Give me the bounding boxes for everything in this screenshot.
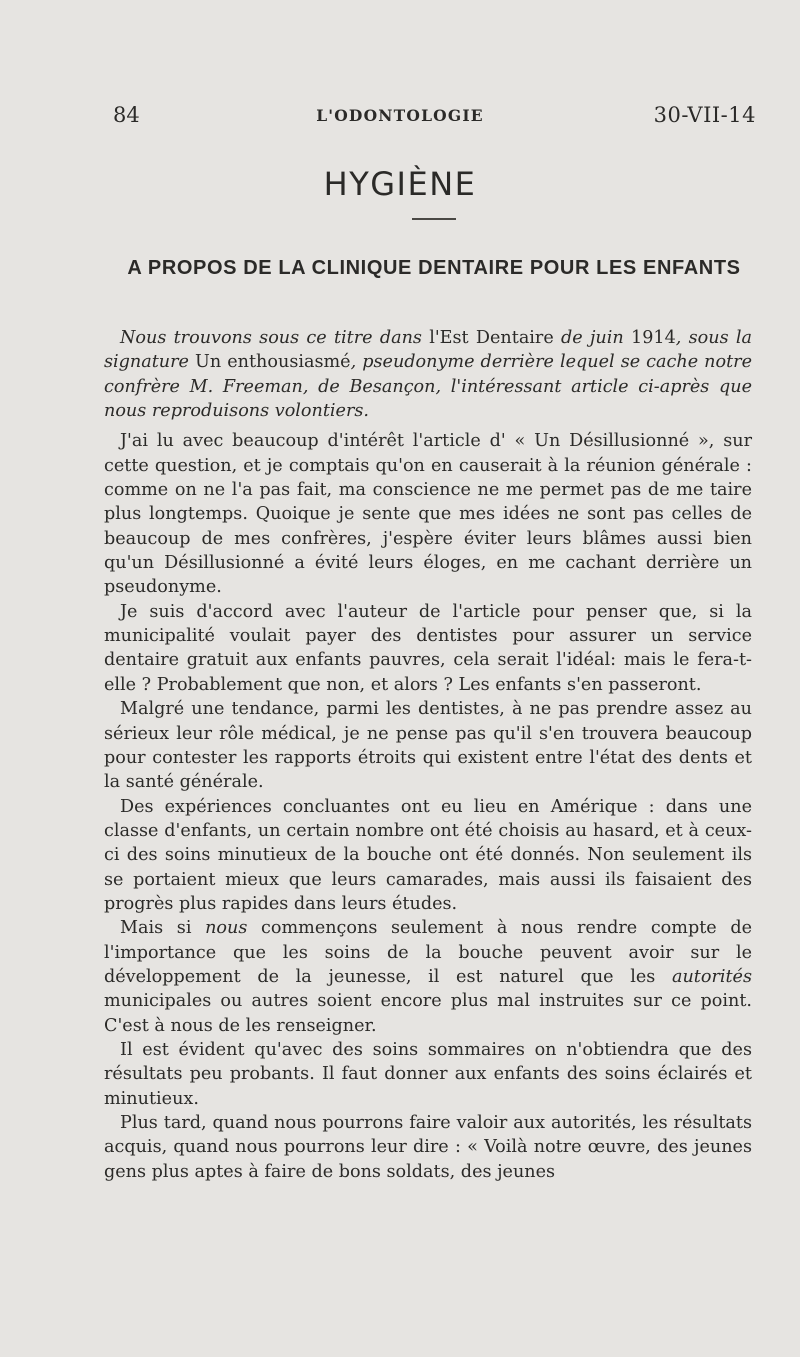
paragraph: Malgré une tendance, parmi les dentistes, à ne pas prendre assez au sérieux leur rôle médical, je ne pense pas qu'il s'en trouvera beaucoup pour contester les rapports étroits qui existent entre l'état des dents et la santé générale. <box>104 699 752 793</box>
title-divider <box>412 218 456 220</box>
emphasis: nous <box>205 918 248 939</box>
page-number: 84 <box>113 103 140 127</box>
intro-text: Nous trouvons sous ce titre dans <box>120 328 430 348</box>
article-title: A PROPOS DE LA CLINIQUE DENTAIRE POUR LES ENFANTS <box>127 257 741 279</box>
article-body <box>104 326 752 1184</box>
journal-title: L'ODONTOLOGIE <box>316 106 484 125</box>
paragraph: Je suis d'accord avec l'auteur de l'article pour penser que, si la municipalité voulait payer des dentistes pour assurer un service dentaire gratuit aux enfants pauvres, cela serait l'idéal: mais le fera-t-elle ? Probablement que non, et alors ? Les enfants s'en passeront. <box>104 601 752 695</box>
paragraph <box>104 916 752 1038</box>
emphasis: autorités <box>671 966 752 987</box>
intro-text: , sous la signature <box>104 328 753 373</box>
paragraph-text: commençons seulement à nous rendre compte de l'importance que les soins de la bouche peuvent avoir sur le développement de la jeunesse, il est naturel que les <box>104 918 752 987</box>
paragraph: Plus tard, quand nous pourrons faire valoir aux autorités, les résultats acquis, quand nous pourrons leur dire : « Voilà notre œuvre, des jeunes gens plus aptes à faire de bons soldats, des jeunes <box>104 1113 752 1182</box>
intro-year: 1914 <box>631 328 676 348</box>
paragraph-text: Mais si <box>120 918 206 939</box>
paragraph: Des expériences concluantes ont eu lieu en Amérique : dans une classe d'enfants, un certain nombre ont été choisis au hasard, et à ceux-ci des soins minutieux de la bouche ont été donnés. Non seulement ils se portaient mieux que leurs camarades, mais aussi ils faisaient des progrès plus rapides dans leurs études. <box>104 796 752 914</box>
paragraph: J'ai lu avec beaucoup d'intérêt l'article d' « Un Désillusionné », sur cette question, et je comptais qu'on en causerait à la réunion générale : comme on ne l'a pas fait, ma conscience ne me permet pas de me taire plus longtemps. Quoique je sente que mes idées ne sont pas celles de beaucoup de mes confrères, j'espère éviter leurs blâmes aussi bien qu'un Désillusionné a évité leurs éloges, en me cachant derrière un pseudonyme. <box>104 431 752 598</box>
intro-source: l'Est Dentaire <box>429 328 554 348</box>
paragraph-text: municipales ou autres soient encore plus mal instruites sur ce point. C'est à nous de les renseigner. <box>104 991 752 1036</box>
intro-signature: Un enthousiasmé <box>195 352 351 373</box>
intro-paragraph <box>104 326 752 423</box>
issue-date: 30-VII-14 <box>653 103 756 127</box>
intro-text: de juin <box>553 328 631 348</box>
intro-text: , pseudonyme derrière lequel se cache notre confrère M. Freeman, de Besançon, l'intéressant article ci-après que nous reproduisons volontiers. <box>104 352 752 422</box>
section-title: HYGIÈNE <box>323 165 477 203</box>
running-header <box>0 103 800 133</box>
paragraph: Il est évident qu'avec des soins sommaires on n'obtiendra que des résultats peu probants. Il faut donner aux enfants des soins éclairés et minutieux. <box>104 1039 752 1109</box>
